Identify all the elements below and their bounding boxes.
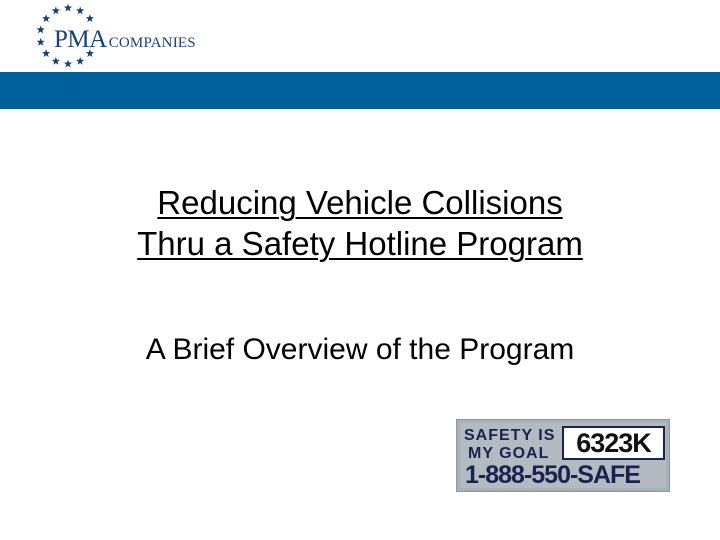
slide-subtitle: A Brief Overview of the Program — [145, 333, 575, 366]
safety-sign — [456, 419, 670, 492]
sign-phone: 1-888-550-SAFE — [465, 461, 640, 489]
logo-star — [76, 57, 84, 65]
logo-star — [42, 49, 50, 57]
logo-star — [52, 6, 60, 14]
logo-star — [86, 14, 94, 22]
slide-title — [0, 182, 720, 264]
sign-panel — [460, 423, 666, 488]
logo-star — [42, 14, 50, 22]
logo-suffix: COMPANIES — [108, 35, 196, 51]
header-band — [0, 72, 720, 109]
logo-star — [76, 6, 84, 14]
logo-star — [64, 4, 72, 12]
title-line-2: Thru a Safety Hotline Program — [137, 225, 583, 262]
sign-id-badge — [562, 426, 665, 460]
logo-wordmark — [54, 26, 196, 54]
sign-id: 6323K — [576, 428, 651, 458]
pma-logo — [30, 0, 210, 72]
sign-line-2: MY GOAL — [468, 445, 550, 462]
logo-star — [64, 60, 72, 68]
logo-star — [52, 57, 60, 65]
sign-line-1: SAFETY IS — [464, 427, 556, 444]
logo-brand: PMA — [54, 26, 107, 53]
logo-star — [37, 38, 45, 46]
logo-star — [37, 25, 45, 33]
title-line-1: Reducing Vehicle Collisions — [157, 184, 563, 221]
